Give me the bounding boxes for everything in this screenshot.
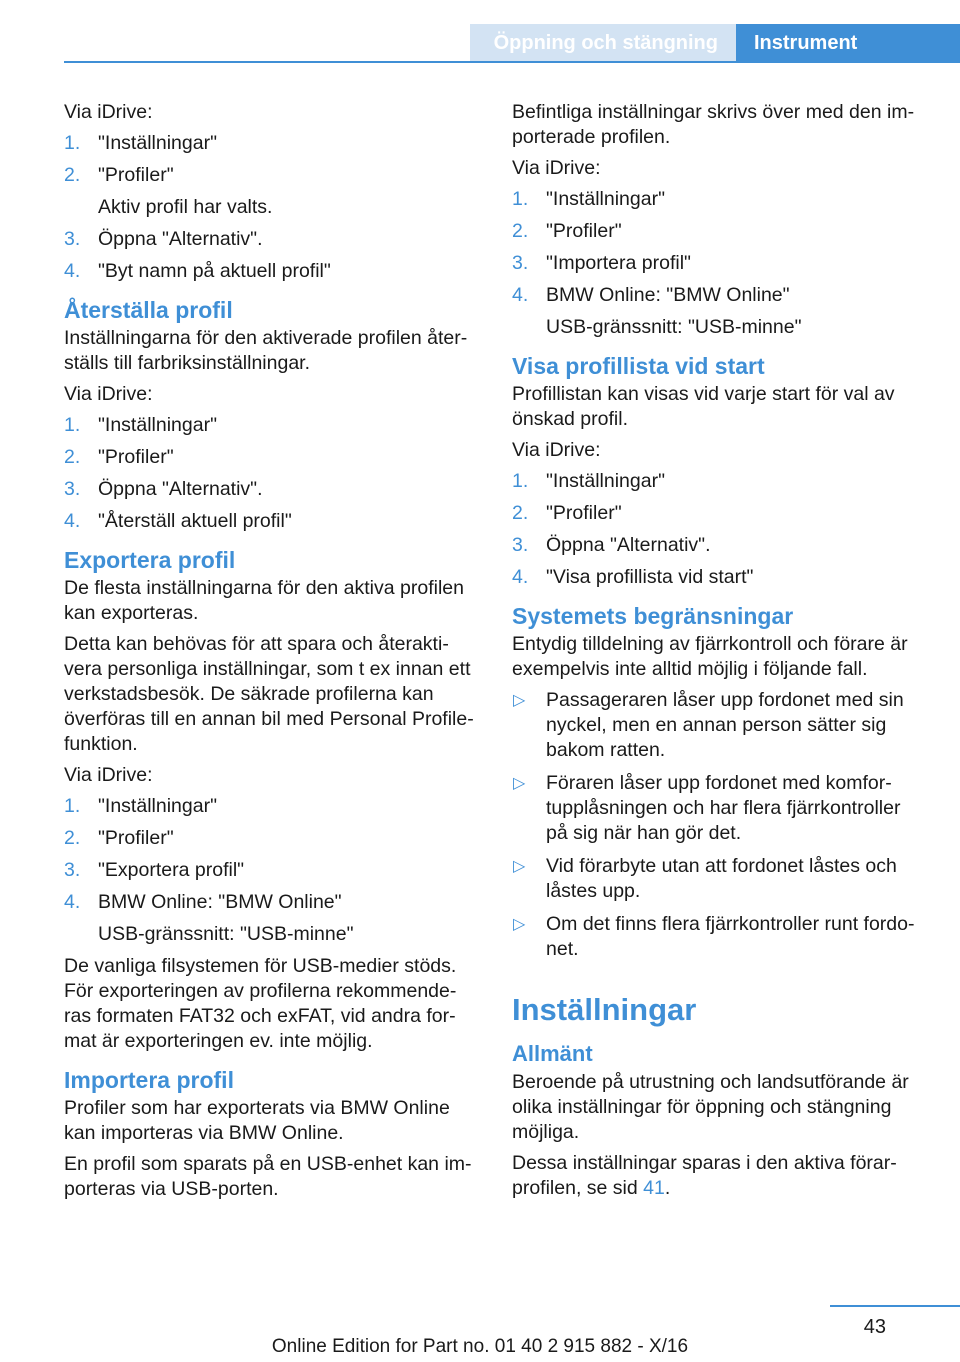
section-heading-general: Allmänt — [512, 1041, 593, 1066]
paragraph: En profil som sparats på en USB-enhet kan importeras via USB-porten. — [64, 1153, 472, 1200]
steps-list — [512, 187, 924, 340]
paragraph: Profiler som har exporterats via BMW Online kan importeras via BMW Online. — [64, 1097, 450, 1144]
step-text: "Inställningar" — [98, 132, 217, 154]
step-number: 4. — [512, 566, 529, 588]
step-number: 2. — [64, 827, 81, 849]
step-item — [64, 509, 476, 534]
triangle-bullet-icon: ▷ — [513, 916, 526, 933]
step-text: "Inställningar" — [98, 414, 217, 436]
step-item — [64, 826, 476, 851]
step-text: Öppna "Alternativ". — [98, 228, 263, 250]
step-number: 2. — [64, 446, 81, 468]
step-subtext: USB-gränssnitt: "USB-minne" — [98, 923, 354, 945]
step-text: "Exportera profil" — [98, 859, 245, 881]
steps-list — [64, 794, 476, 947]
step-number: 2. — [512, 502, 529, 524]
header-section-tab[interactable]: Öppning och stängning — [470, 24, 736, 62]
period: . — [664, 1177, 671, 1199]
step-number: 2. — [64, 164, 81, 186]
header-chapter-tab[interactable]: Instrument — [736, 24, 960, 62]
bullet-item — [512, 854, 924, 904]
left-column — [64, 100, 476, 1208]
edition-footer: Online Edition for Part no. 01 40 2 915 882 - X/16 — [271, 1336, 689, 1357]
paragraph: Inställningarna för den aktiverade profilen återställs till farbriksinställningar. — [64, 327, 468, 374]
paragraph: Profillistan kan visas vid varje start för val av önskad profil. — [512, 383, 895, 430]
steps-list — [512, 469, 924, 590]
steps-list — [64, 413, 476, 534]
step-item — [512, 251, 924, 276]
step-text: "Inställningar" — [98, 795, 217, 817]
step-text: "Återställ aktuell profil" — [98, 510, 292, 532]
bullet-item — [512, 688, 924, 763]
via-idrive-text: Via iDrive: — [512, 157, 601, 179]
section-heading-show-profile-list: Visa profillista vid start — [512, 353, 765, 379]
step-text: "Byt namn på aktuell profil" — [98, 260, 331, 282]
paragraph: De vanliga filsystemen för USB-medier stöds. För exporteringen av profilerna rekommenderas formaten FAT32 och exFAT, vid andra format är exporteringen ev. inte möjlig. — [64, 955, 457, 1052]
step-item — [64, 477, 476, 502]
paragraph: Beroende på utrustning och landsutförande är olika inställningar för öppning och stängning möjliga. — [512, 1071, 909, 1143]
step-item — [64, 131, 476, 156]
bullet-list — [512, 688, 924, 962]
step-number: 3. — [64, 228, 81, 250]
via-idrive-text: Via iDrive: — [64, 383, 153, 405]
header-rule — [64, 61, 960, 63]
right-column — [512, 100, 924, 1207]
step-item — [64, 163, 476, 220]
step-number: 1. — [512, 470, 529, 492]
step-text: "Profiler" — [98, 827, 174, 849]
step-number: 2. — [512, 220, 529, 242]
step-number: 3. — [512, 534, 529, 556]
step-text: BMW Online: "BMW Online" — [546, 284, 790, 306]
step-subtext: Aktiv profil har valts. — [98, 196, 273, 218]
triangle-bullet-icon: ▷ — [513, 858, 526, 875]
step-number: 1. — [64, 132, 81, 154]
paragraph: Befintliga inställningar skrivs över med den importerade profilen. — [512, 101, 915, 148]
steps-list — [64, 131, 476, 284]
step-subtext: USB-gränssnitt: "USB-minne" — [546, 316, 802, 338]
step-item — [512, 565, 924, 590]
step-item — [512, 533, 924, 558]
paragraph-text: Dessa inställningar sparas i den aktiva förarprofilen, se sid — [512, 1152, 897, 1199]
step-item — [512, 187, 924, 212]
bullet-text: Vid förarbyte utan att fordonet låstes och låstes upp. — [546, 855, 897, 902]
step-number: 4. — [64, 510, 81, 532]
step-text: "Visa profillista vid start" — [546, 566, 754, 588]
step-text: Öppna "Alternativ". — [546, 534, 711, 556]
bullet-text: Passageraren låser upp fordonet med sin nyckel, men en annan person sätter sig bakom ratten. — [546, 689, 904, 761]
section-heading-reset-profile: Återställa profil — [64, 297, 233, 323]
step-text: BMW Online: "BMW Online" — [98, 891, 342, 913]
bullet-item — [512, 771, 924, 846]
step-text: "Importera profil" — [546, 252, 691, 274]
step-text: "Inställningar" — [546, 188, 665, 210]
chapter-heading-settings: Inställningar — [512, 992, 697, 1027]
paragraph: Entydig tilldelning av fjärrkontroll och förare är exempelvis inte alltid möjlig i följande fall. — [512, 633, 908, 680]
step-item — [512, 283, 924, 340]
step-item — [64, 794, 476, 819]
step-item — [64, 858, 476, 883]
section-heading-system-limits: Systemets begränsningar — [512, 603, 794, 629]
step-item — [64, 259, 476, 284]
section-heading-import-profile: Importera profil — [64, 1067, 234, 1093]
step-text: "Inställningar" — [546, 470, 665, 492]
step-text: "Profiler" — [98, 164, 174, 186]
step-text: "Profiler" — [546, 502, 622, 524]
via-idrive-text: Via iDrive: — [64, 764, 153, 786]
section-heading-export-profile: Exportera profil — [64, 547, 236, 573]
step-number: 4. — [64, 891, 81, 913]
step-item — [64, 227, 476, 252]
paragraph: Detta kan behövas för att spara och återaktivera personliga inställningar, som t ex innan ett verkstadsbesök. De säkrade profilerna kan överföras till en annan bil med Personal Profile-funktion. — [64, 633, 474, 755]
step-item — [64, 445, 476, 470]
paragraph: De flesta inställningarna för den aktiva profilen kan exporteras. — [64, 577, 464, 624]
step-item — [64, 890, 476, 947]
via-idrive-text: Via iDrive: — [64, 101, 153, 123]
step-item — [512, 469, 924, 494]
step-text: "Profiler" — [546, 220, 622, 242]
footer-rule — [830, 1305, 960, 1307]
step-number: 1. — [64, 414, 81, 436]
step-item — [64, 413, 476, 438]
step-number: 3. — [64, 859, 81, 881]
via-idrive-text: Via iDrive: — [512, 439, 601, 461]
step-item — [512, 501, 924, 526]
step-number: 4. — [64, 260, 81, 282]
paragraph-with-page-ref — [512, 1151, 924, 1201]
bullet-text: Föraren låser upp fordonet med komfortupplåsningen och har flera fjärrkontroller på sig när han gör det. — [546, 772, 901, 844]
bullet-text: Om det finns flera fjärrkontroller runt fordonet. — [546, 913, 915, 960]
step-number: 4. — [512, 284, 529, 306]
step-number: 3. — [64, 478, 81, 500]
triangle-bullet-icon: ▷ — [513, 775, 526, 792]
step-text: "Profiler" — [98, 446, 174, 468]
triangle-bullet-icon: ▷ — [513, 692, 526, 709]
bullet-item — [512, 912, 924, 962]
page-number: 43 — [863, 1316, 886, 1338]
step-text: Öppna "Alternativ". — [98, 478, 263, 500]
step-item — [512, 219, 924, 244]
step-number: 1. — [64, 795, 81, 817]
step-number: 1. — [512, 188, 529, 210]
page-reference-link[interactable]: 41 — [643, 1177, 665, 1199]
step-number: 3. — [512, 252, 529, 274]
